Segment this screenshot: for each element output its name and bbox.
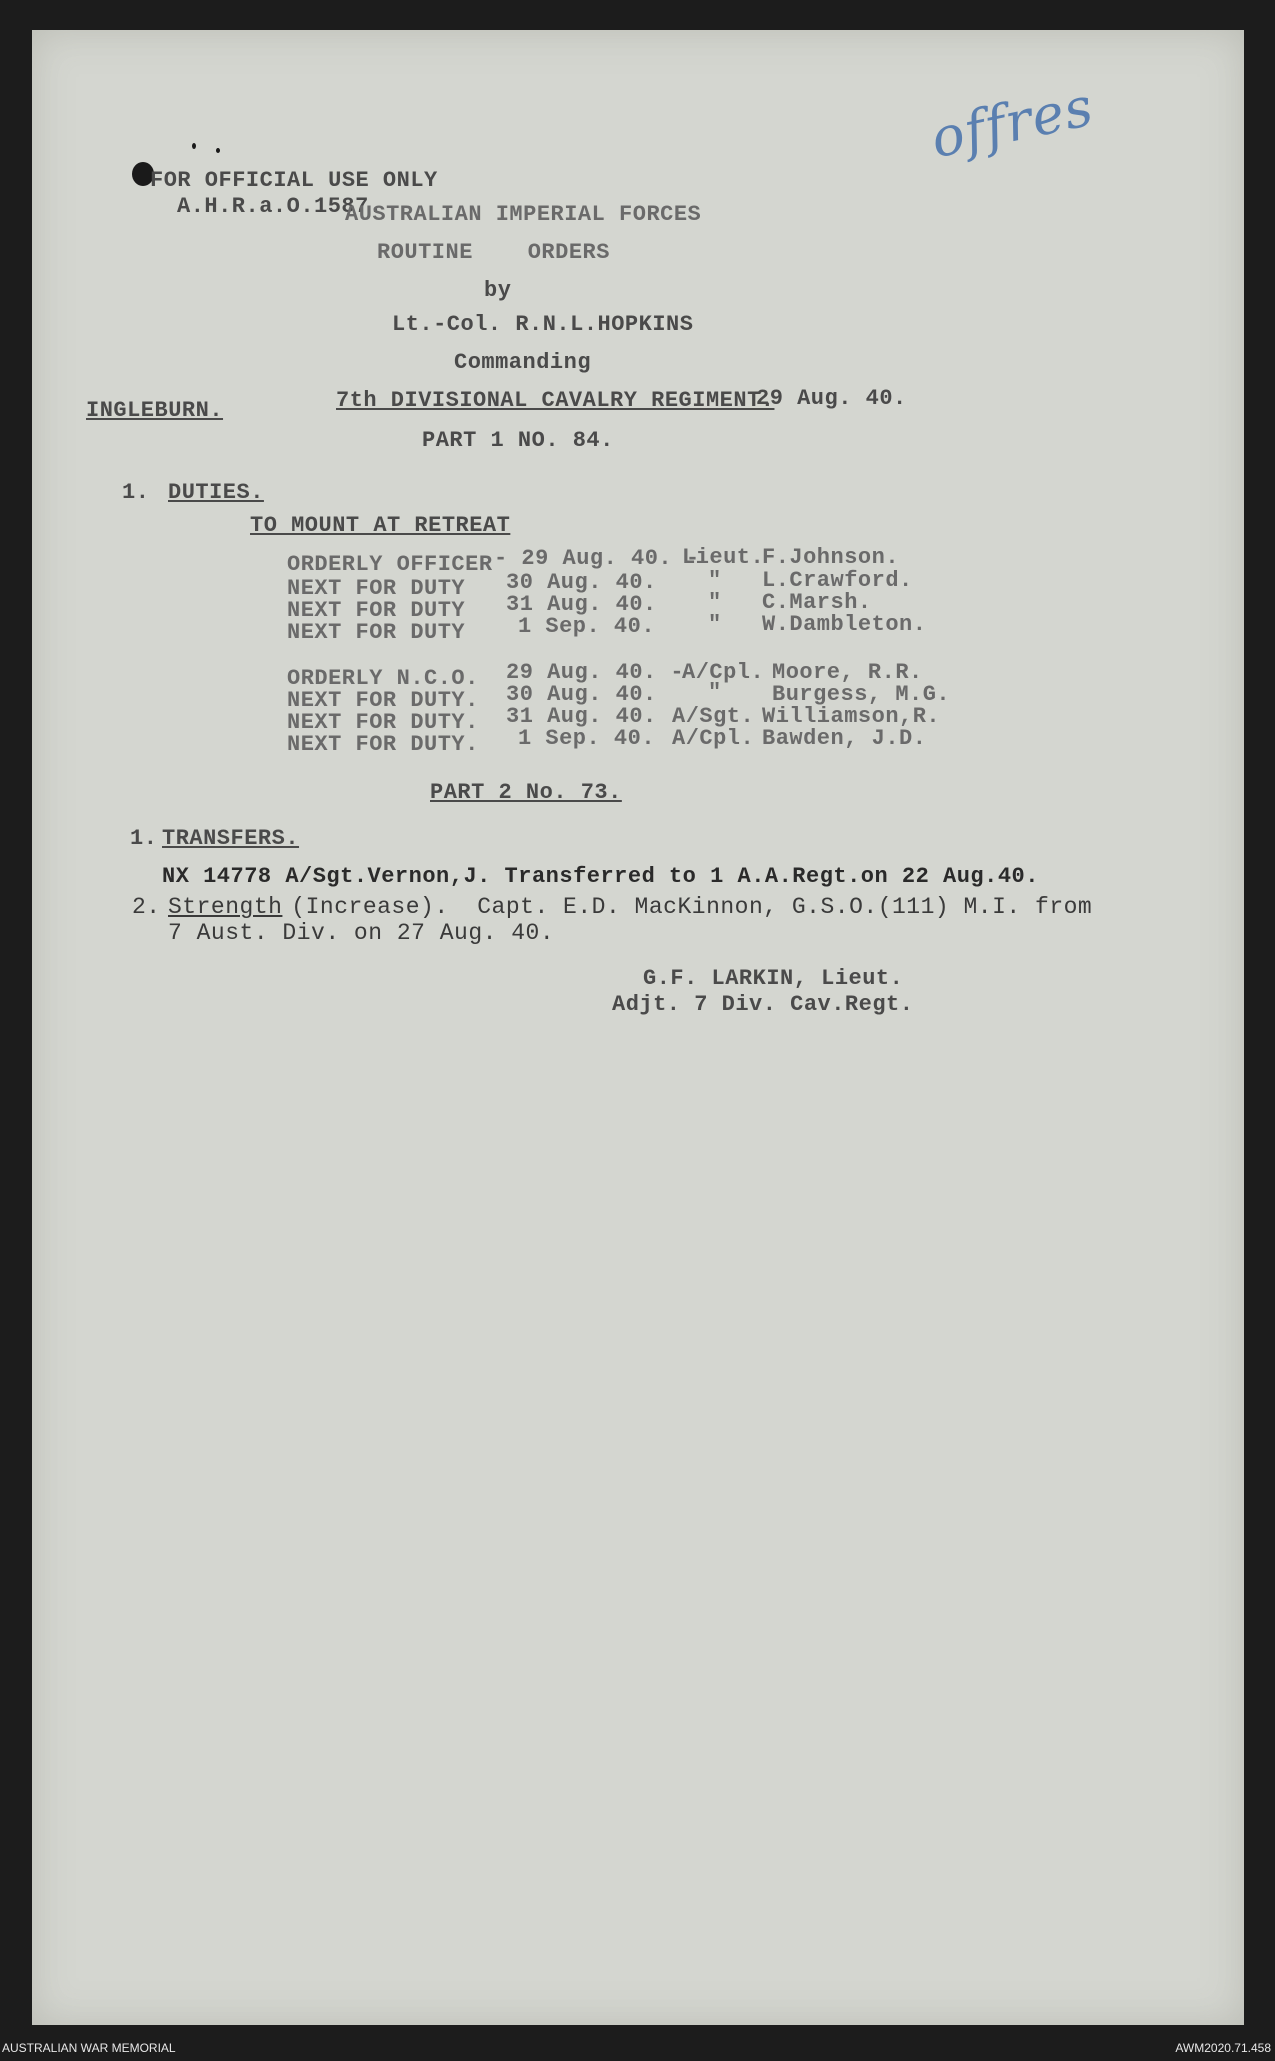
document-title: ROUTINE ORDERS: [377, 240, 610, 265]
part2-item2-number: 2.: [132, 894, 161, 920]
duty-rank: ": [708, 612, 722, 637]
punch-hole: [192, 143, 196, 149]
duty-name: C.Marsh.: [762, 590, 872, 615]
duty-name: W.Dambleton.: [762, 612, 927, 637]
signature-name: G.F. LARKIN, Lieut.: [643, 966, 904, 991]
strength-entry-line1: (Increase). Capt. E.D. MacKinnon, G.S.O.(111) M.I. from: [277, 894, 1093, 920]
duty-name: Williamson,R.: [762, 704, 941, 729]
part2-item1-number: 1.: [130, 826, 158, 851]
duty-name: Bawden, J.D.: [762, 726, 927, 751]
duty-name: Moore, R.R.: [772, 660, 923, 685]
duty-date: 31 Aug. 40.: [506, 704, 657, 729]
force-name: AUSTRALIAN IMPERIAL FORCES: [345, 202, 702, 227]
duty-date: 1 Sep. 40.: [518, 614, 656, 639]
commanding-officer: Lt.-Col. R.N.L.HOPKINS: [392, 312, 694, 337]
duty-rank: A/Cpl.: [672, 726, 755, 751]
footer-reference: AWM2020.71.458: [1175, 2041, 1271, 2055]
duty-name: F.Johnson.: [762, 545, 900, 570]
duty-role: NEXT FOR DUTY: [287, 620, 466, 645]
part1-item-title: DUTIES.: [168, 480, 264, 505]
duty-role: NEXT FOR DUTY: [287, 598, 466, 623]
duty-role: NEXT FOR DUTY.: [287, 688, 479, 713]
duty-rank: ": [708, 680, 722, 705]
duty-rank: Lieut.: [682, 545, 765, 570]
part1-item-number: 1.: [122, 480, 150, 505]
duty-role: ORDERLY N.C.O.: [287, 666, 479, 691]
duty-role: ORDERLY OFFICER: [287, 552, 493, 577]
duty-name: Burgess, M.G.: [772, 682, 951, 707]
footer-credit: AUSTRALIAN WAR MEMORIAL: [2, 2041, 176, 2055]
duty-role: NEXT FOR DUTY: [287, 576, 466, 601]
strength-title: Strength: [168, 894, 283, 920]
duty-role: NEXT FOR DUTY.: [287, 732, 479, 757]
by-line: by: [484, 278, 512, 303]
location: INGLEBURN.: [86, 398, 224, 423]
duty-rank: ": [708, 590, 722, 615]
transfer-entry: NX 14778 A/Sgt.Vernon,J. Transferred to 1 A.A.Regt.on 22 Aug.40.: [162, 864, 1039, 889]
duty-date: 1 Sep. 40.: [518, 726, 656, 751]
duty-rank: ": [708, 568, 722, 593]
duty-date: 30 Aug. 40.: [506, 682, 657, 707]
duty-role: NEXT FOR DUTY.: [287, 710, 479, 735]
punch-hole: [216, 148, 220, 153]
unit-name: 7th DIVISIONAL CAVALRY REGIMENT.: [336, 388, 775, 413]
part1-heading: PART 1 NO. 84.: [422, 428, 614, 453]
classification-line: FOR OFFICIAL USE ONLY: [150, 168, 438, 193]
duty-date: 30 Aug. 40.: [506, 570, 657, 595]
part2-heading: PART 2 No. 73.: [430, 780, 622, 805]
part2-item1-title: TRANSFERS.: [162, 826, 300, 851]
duty-date: - 29 Aug. 40. -: [494, 546, 700, 571]
handwritten-annotation: offres: [925, 74, 1099, 171]
reference-number: A.H.R.a.O.1587.: [177, 194, 383, 219]
document-page: [32, 30, 1244, 2025]
duty-rank: A/Sgt.: [672, 704, 755, 729]
duty-rank: A/Cpl.: [682, 660, 765, 685]
strength-entry-line2: 7 Aust. Div. on 27 Aug. 40.: [168, 920, 555, 946]
officer-role: Commanding: [454, 350, 592, 375]
order-date: 29 Aug. 40.: [756, 386, 907, 411]
duty-date: 31 Aug. 40.: [506, 592, 657, 617]
duty-name: L.Crawford.: [762, 568, 913, 593]
signature-position: Adjt. 7 Div. Cav.Regt.: [612, 992, 914, 1017]
part1-subheading: TO MOUNT AT RETREAT: [250, 513, 511, 538]
duty-date: 29 Aug. 40. -: [506, 660, 685, 685]
